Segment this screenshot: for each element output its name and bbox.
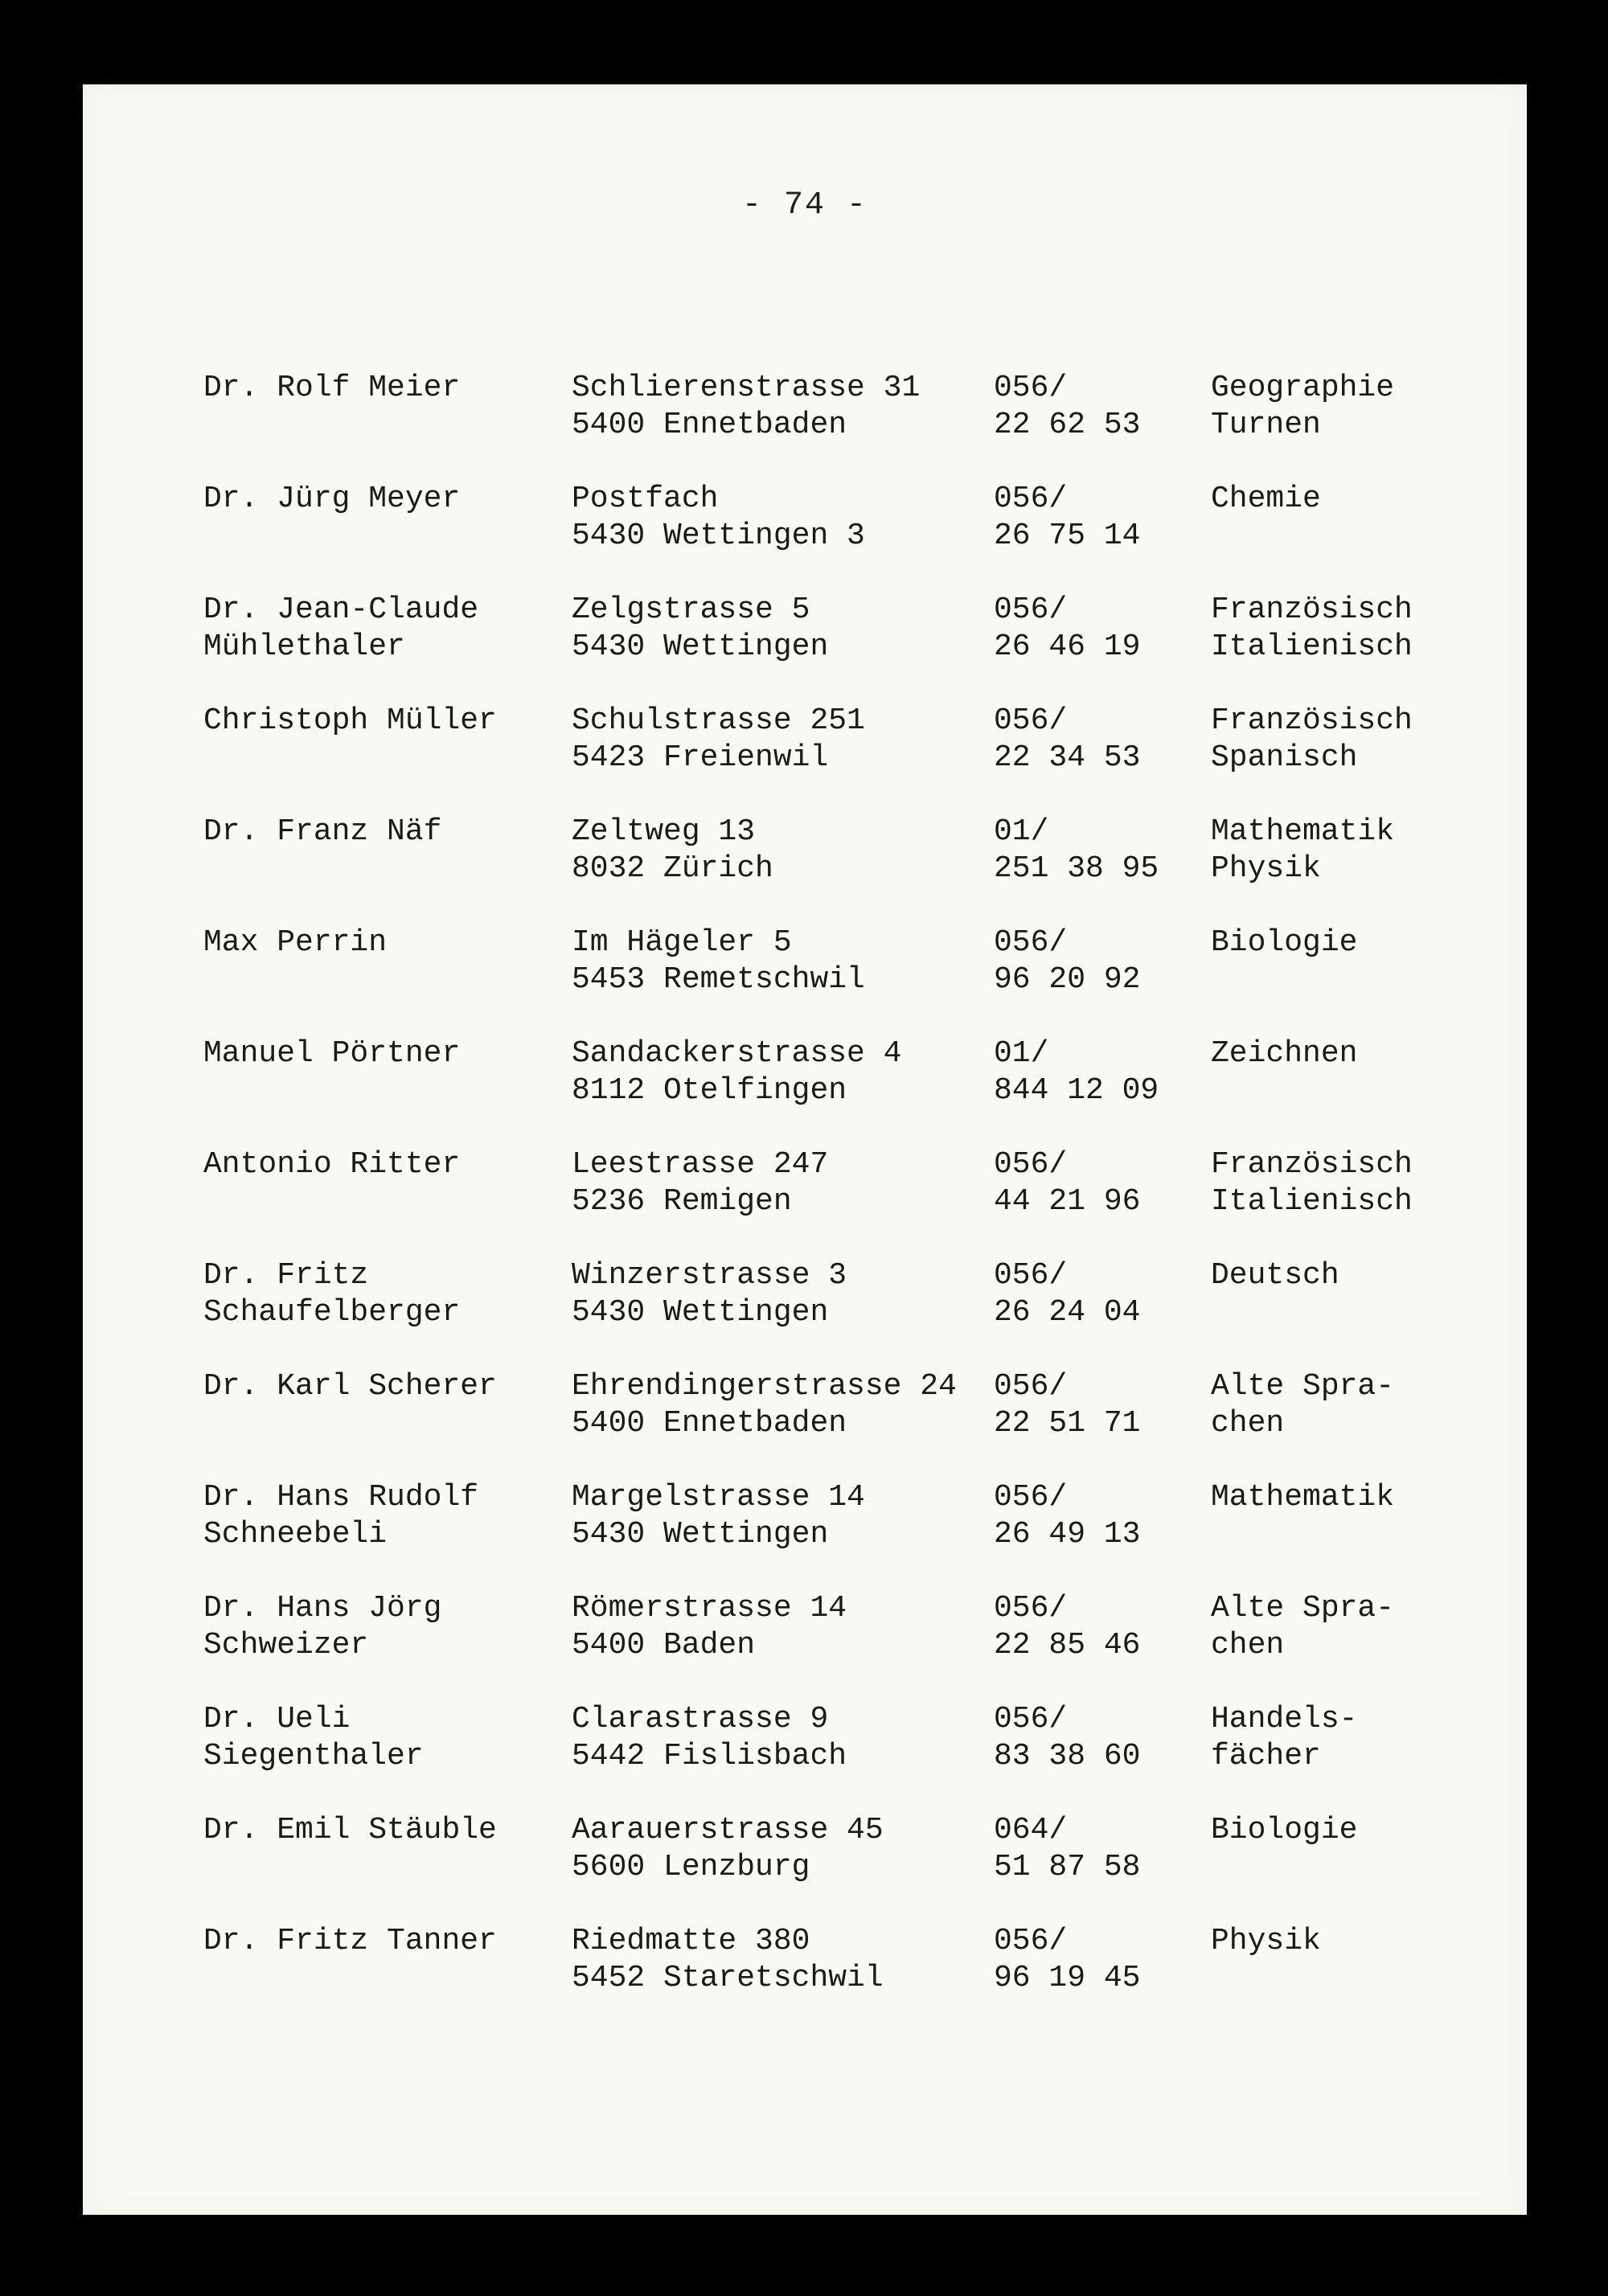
teacher-address-line: 5430 Wettingen [572, 629, 829, 664]
teacher-name [203, 481, 572, 592]
teacher-name [203, 1923, 572, 2034]
directory-entry [203, 1923, 1522, 2034]
teacher-name [203, 1035, 572, 1146]
teacher-subjects [1211, 592, 1476, 703]
teacher-subjects-line: Handels- [1211, 1702, 1358, 1736]
teacher-address [572, 703, 994, 814]
teacher-name-line: Siegenthaler [203, 1739, 424, 1773]
teacher-address-line: Leestrasse 247 [572, 1147, 829, 1182]
teacher-subjects-line: Geographie [1211, 371, 1395, 405]
teacher-phone-line: 056/ [994, 1924, 1068, 1958]
teacher-address-line: Riedmatte 380 [572, 1924, 810, 1958]
teacher-phone-line: 056/ [994, 703, 1068, 738]
teacher-phone-line: 26 49 13 [994, 1517, 1141, 1552]
teacher-name [203, 1701, 572, 1812]
teacher-phone [994, 481, 1211, 592]
teacher-address [572, 1257, 994, 1368]
teacher-name-line [203, 851, 572, 888]
teacher-name [203, 1812, 572, 1923]
teacher-subjects-line: chen [1211, 1628, 1285, 1663]
teacher-name-line: Dr. Karl Scherer [203, 1369, 497, 1404]
teacher-phone-line: 22 85 46 [994, 1628, 1141, 1663]
teacher-address [572, 1590, 994, 1701]
teacher-name-line [203, 1405, 572, 1442]
teacher-address [572, 1035, 994, 1146]
teacher-address-line: 8032 Zürich [572, 851, 773, 886]
teacher-address-line: 5452 Staretschwil [572, 1961, 884, 1995]
teacher-name-line [203, 740, 572, 777]
teacher-name-line: Antonio Ritter [203, 1147, 461, 1182]
teacher-phone-line: 056/ [994, 1147, 1068, 1182]
teacher-phone [994, 1479, 1211, 1590]
teacher-phone-line: 26 46 19 [994, 629, 1141, 664]
teacher-phone-line: 056/ [994, 1258, 1068, 1293]
teacher-subjects-line: Zeichnen [1211, 1036, 1358, 1071]
teacher-name-line [203, 1072, 572, 1109]
teacher-subjects-line: Alte Spra- [1211, 1591, 1395, 1626]
teacher-address-line: Schlierenstrasse 31 [572, 371, 921, 405]
teacher-subjects-line: Chemie [1211, 482, 1321, 516]
teacher-phone [994, 814, 1211, 925]
teacher-subjects-line: Alte Spra- [1211, 1369, 1395, 1404]
teacher-address [572, 481, 994, 592]
teacher-name [203, 814, 572, 925]
teacher-phone-line: 056/ [994, 1480, 1068, 1515]
directory-entry [203, 592, 1522, 703]
teacher-address-line: Römerstrasse 14 [572, 1591, 847, 1626]
teacher-phone-line: 251 38 95 [994, 851, 1159, 886]
teacher-address [572, 1479, 994, 1590]
teacher-address [572, 370, 994, 481]
teacher-phone-line: 96 19 45 [994, 1961, 1141, 1995]
teacher-name-line: Dr. Ueli [203, 1702, 351, 1736]
teacher-name-line: Dr. Jürg Meyer [203, 482, 461, 516]
teacher-address-line: Im Hägeler 5 [572, 925, 792, 960]
teacher-phone-line: 22 51 71 [994, 1406, 1141, 1441]
teacher-subjects-line: Physik [1211, 851, 1321, 886]
teacher-address-line: Aarauerstrasse 45 [572, 1813, 884, 1847]
teacher-subjects-line: chen [1211, 1406, 1285, 1441]
teacher-name-line: Dr. Hans Jörg [203, 1591, 442, 1626]
teacher-name-line: Dr. Emil Stäuble [203, 1813, 497, 1847]
directory-entry [203, 1035, 1522, 1146]
teacher-subjects-line [1211, 1294, 1476, 1331]
teacher-subjects [1211, 1923, 1476, 2034]
teacher-address [572, 1812, 994, 1923]
teacher-address [572, 1146, 994, 1257]
directory-entry [203, 1701, 1522, 1812]
teacher-name-line: Dr. Fritz [203, 1258, 369, 1293]
teacher-address-line: Winzerstrasse 3 [572, 1258, 847, 1293]
teacher-address-line: 8112 Otelfingen [572, 1073, 847, 1108]
teacher-address [572, 592, 994, 703]
teacher-subjects-line [1211, 518, 1476, 555]
teacher-phone [994, 1257, 1211, 1368]
directory-entry [203, 1479, 1522, 1590]
teacher-subjects [1211, 370, 1476, 481]
teacher-phone-line: 056/ [994, 1369, 1068, 1404]
teacher-subjects-line [1211, 1072, 1476, 1109]
teacher-name-line [203, 407, 572, 444]
teacher-directory-list [203, 370, 1522, 2034]
teacher-phone-line: 844 12 09 [994, 1073, 1159, 1108]
teacher-phone-line: 064/ [994, 1813, 1068, 1847]
teacher-phone [994, 1146, 1211, 1257]
teacher-phone-line: 44 21 96 [994, 1184, 1141, 1219]
teacher-name [203, 592, 572, 703]
teacher-address-line: Postfach [572, 482, 719, 516]
teacher-address-line: Zeltweg 13 [572, 814, 756, 849]
teacher-address-line: 5400 Ennetbaden [572, 1406, 847, 1441]
teacher-address-line: 5400 Baden [572, 1628, 756, 1663]
teacher-name-line: Schneebeli [203, 1517, 388, 1552]
teacher-address-line: Schulstrasse 251 [572, 703, 865, 738]
teacher-subjects [1211, 481, 1476, 592]
teacher-subjects-line: Französisch [1211, 592, 1413, 627]
teacher-phone [994, 370, 1211, 481]
teacher-phone-line: 01/ [994, 814, 1049, 849]
teacher-phone-line: 51 87 58 [994, 1850, 1141, 1884]
directory-entry [203, 814, 1522, 925]
teacher-subjects [1211, 925, 1476, 1035]
teacher-name-line [203, 518, 572, 555]
teacher-phone-line: 26 24 04 [994, 1295, 1141, 1330]
teacher-subjects-line: Italienisch [1211, 629, 1413, 664]
teacher-name-line: Mühlethaler [203, 629, 405, 664]
teacher-name-line: Dr. Fritz Tanner [203, 1924, 497, 1958]
teacher-phone [994, 592, 1211, 703]
teacher-address-line: 5236 Remigen [572, 1184, 792, 1219]
teacher-address [572, 925, 994, 1035]
directory-entry [203, 1257, 1522, 1368]
teacher-subjects-line: Französisch [1211, 1147, 1413, 1182]
teacher-address-line: Margelstrasse 14 [572, 1480, 865, 1515]
page-number: - 74 - [741, 187, 868, 223]
teacher-address-line: 5430 Wettingen [572, 1295, 829, 1330]
teacher-name [203, 1146, 572, 1257]
directory-entry [203, 703, 1522, 814]
teacher-subjects [1211, 814, 1476, 925]
teacher-name-line: Dr. Jean-Claude [203, 592, 479, 627]
teacher-address-line: 5600 Lenzburg [572, 1850, 810, 1884]
directory-entry [203, 481, 1522, 592]
teacher-name-line: Schweizer [203, 1628, 369, 1663]
teacher-subjects-line: fächer [1211, 1739, 1321, 1773]
teacher-subjects [1211, 1812, 1476, 1923]
teacher-address [572, 1368, 994, 1479]
teacher-phone-line: 056/ [994, 925, 1068, 960]
teacher-subjects-line: Mathematik [1211, 1480, 1395, 1515]
teacher-subjects-line: Turnen [1211, 408, 1321, 442]
teacher-name [203, 925, 572, 1035]
teacher-subjects [1211, 1146, 1476, 1257]
teacher-name-line: Christoph Müller [203, 703, 497, 738]
teacher-subjects-line [1211, 1960, 1476, 1997]
teacher-name-line [203, 1183, 572, 1220]
teacher-address-line: 5430 Wettingen [572, 1517, 829, 1552]
teacher-subjects-line: Französisch [1211, 703, 1413, 738]
teacher-phone [994, 1368, 1211, 1479]
teacher-name [203, 703, 572, 814]
teacher-phone-line: 056/ [994, 592, 1068, 627]
teacher-phone-line: 96 20 92 [994, 962, 1141, 997]
teacher-address-line: Ehrendingerstrasse 24 [572, 1369, 957, 1404]
teacher-address [572, 1701, 994, 1812]
directory-entry [203, 1590, 1522, 1701]
directory-entry [203, 925, 1522, 1035]
directory-entry [203, 1146, 1522, 1257]
teacher-address [572, 1923, 994, 2034]
teacher-name-line: Dr. Hans Rudolf [203, 1480, 479, 1515]
document-page [83, 84, 1527, 2215]
teacher-name-line [203, 1960, 572, 1997]
teacher-phone-line: 056/ [994, 371, 1068, 405]
teacher-name [203, 1257, 572, 1368]
teacher-name-line [203, 961, 572, 998]
teacher-subjects-line: Biologie [1211, 1813, 1358, 1847]
directory-entry [203, 1812, 1522, 1923]
teacher-subjects-line: Physik [1211, 1924, 1321, 1958]
teacher-subjects-line: Biologie [1211, 925, 1358, 960]
teacher-address-line: 5453 Remetschwil [572, 962, 865, 997]
teacher-phone [994, 1590, 1211, 1701]
teacher-address-line: Zelgstrasse 5 [572, 592, 810, 627]
teacher-phone-line: 01/ [994, 1036, 1049, 1071]
teacher-subjects-line: Deutsch [1211, 1258, 1339, 1293]
teacher-name [203, 1479, 572, 1590]
teacher-address-line: Clarastrasse 9 [572, 1702, 829, 1736]
teacher-address-line: 5423 Freienwil [572, 740, 829, 775]
teacher-phone-line: 056/ [994, 1702, 1068, 1736]
teacher-address-line: 5430 Wettingen 3 [572, 519, 865, 553]
teacher-subjects [1211, 1035, 1476, 1146]
teacher-phone-line: 056/ [994, 482, 1068, 516]
teacher-name [203, 1368, 572, 1479]
teacher-address-line: 5400 Ennetbaden [572, 408, 847, 442]
teacher-phone [994, 1812, 1211, 1923]
teacher-name-line: Manuel Pörtner [203, 1036, 461, 1071]
teacher-phone [994, 1923, 1211, 2034]
teacher-phone-line: 83 38 60 [994, 1739, 1141, 1773]
teacher-phone [994, 703, 1211, 814]
teacher-subjects [1211, 1701, 1476, 1812]
teacher-name-line: Max Perrin [203, 925, 388, 960]
teacher-phone-line: 22 34 53 [994, 740, 1141, 775]
teacher-address-line: Sandackerstrasse 4 [572, 1036, 902, 1071]
teacher-phone [994, 1035, 1211, 1146]
teacher-phone-line: 26 75 14 [994, 519, 1141, 553]
teacher-subjects [1211, 1368, 1476, 1479]
teacher-phone-line: 22 62 53 [994, 408, 1141, 442]
teacher-subjects [1211, 1479, 1476, 1590]
teacher-phone [994, 925, 1211, 1035]
teacher-name [203, 370, 572, 481]
teacher-subjects-line [1211, 1516, 1476, 1553]
teacher-subjects [1211, 1257, 1476, 1368]
teacher-name-line: Schaufelberger [203, 1295, 461, 1330]
teacher-address [572, 814, 994, 925]
teacher-subjects-line: Italienisch [1211, 1184, 1413, 1219]
directory-entry [203, 1368, 1522, 1479]
teacher-name-line: Dr. Franz Näf [203, 814, 442, 849]
teacher-subjects-line: Mathematik [1211, 814, 1395, 849]
directory-entry [203, 370, 1522, 481]
teacher-subjects-line: Spanisch [1211, 740, 1358, 775]
teacher-name-line: Dr. Rolf Meier [203, 371, 461, 405]
teacher-subjects [1211, 703, 1476, 814]
teacher-phone-line: 056/ [994, 1591, 1068, 1626]
teacher-subjects-line [1211, 1849, 1476, 1886]
teacher-name [203, 1590, 572, 1701]
teacher-subjects [1211, 1590, 1476, 1701]
teacher-name-line [203, 1849, 572, 1886]
teacher-phone [994, 1701, 1211, 1812]
teacher-subjects-line [1211, 961, 1476, 998]
teacher-address-line: 5442 Fislisbach [572, 1739, 847, 1773]
